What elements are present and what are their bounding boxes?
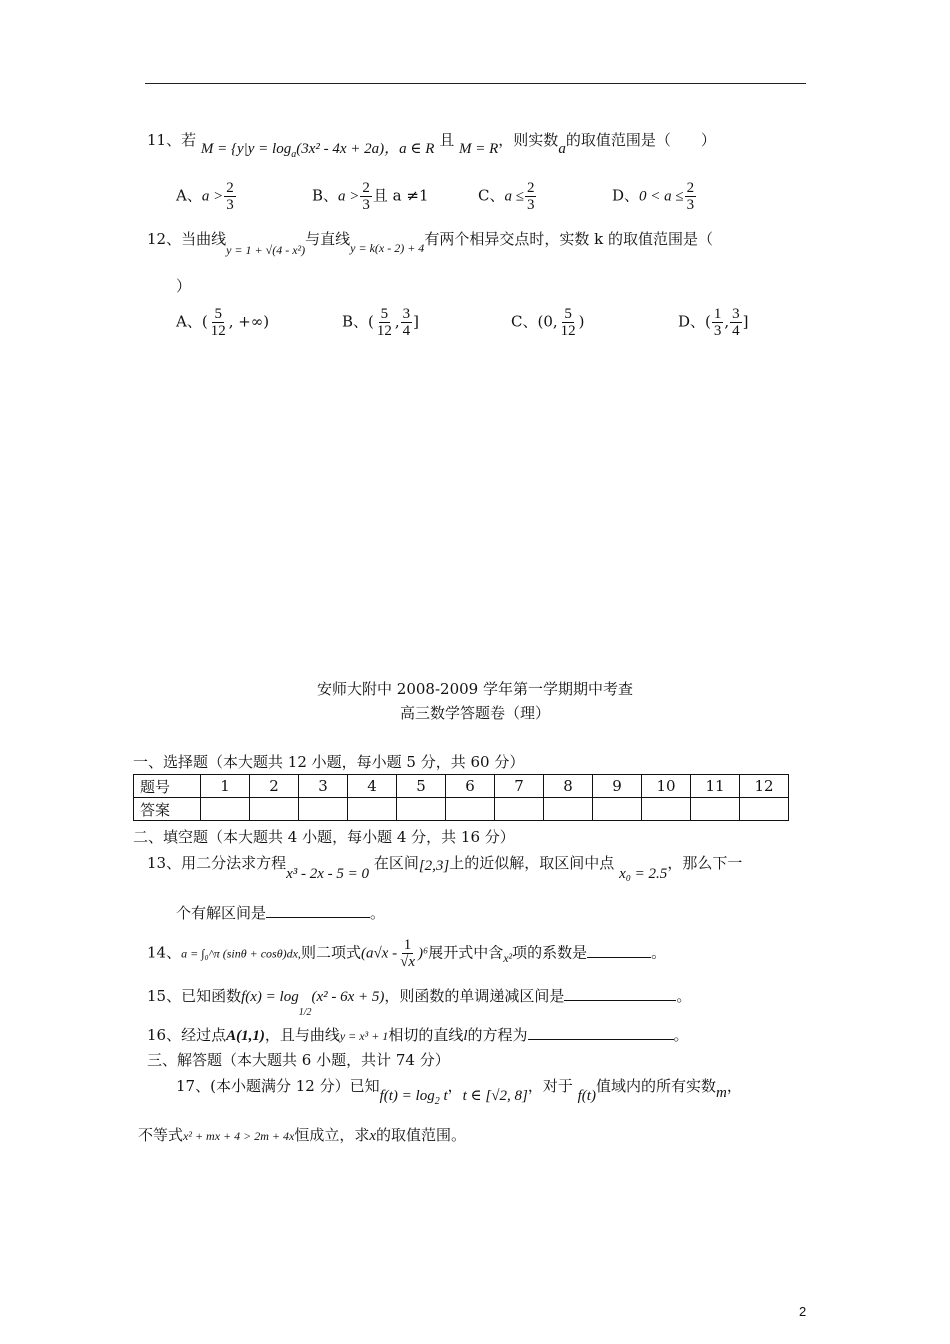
q12-stem: 12、当曲线$_{y = 1 + √(4 - x^2)}$与直线$_{y = k(x - 2) + 4}$有两个相异交点时，实数 k 的取值范围是（ — [147, 230, 713, 257]
q12-option-b: B、( $\frac{5}{12}$ , $\frac{3}{4}$ ] — [342, 306, 420, 339]
q15-blank[interactable] — [564, 1000, 676, 1001]
section-2-heading: 二、填空题（本大题共 4 小题，每小题 4 分，共 16 分） — [133, 828, 515, 846]
table-cell: 6 — [446, 775, 495, 798]
table-cell: 7 — [495, 775, 544, 798]
table-header-cell: 答案 — [134, 798, 201, 821]
q16-blank[interactable] — [528, 1039, 674, 1040]
answer-cell[interactable] — [348, 798, 397, 821]
table-cell: 9 — [593, 775, 642, 798]
table-cell: 11 — [691, 775, 740, 798]
q17-stem: 17、(本小题满分 12 分）已知$f(t) = \log_2 t$，t ∈ [√2, 8]，对于 f(t)值域内的所有实数m， — [176, 1077, 742, 1107]
table-header-cell: 题号 — [134, 775, 201, 798]
q12-option-c: C、(0, $\frac{5}{12}$ ) — [511, 306, 585, 339]
page-number: 2 — [799, 1304, 807, 1319]
answer-cell[interactable] — [691, 798, 740, 821]
section-1-heading: 一、选择题（本大题共 12 小题，每小题 5 分，共 60 分） — [133, 753, 525, 771]
q14-blank[interactable] — [587, 957, 651, 958]
q11-option-b: B、a > $\frac{2}{3}$ 且 a ≠1 — [312, 180, 429, 213]
q11-option-a: A、a > $\frac{2}{3}$ — [176, 180, 234, 213]
exam-title: 安师大附中 2008-2009 学年第一学期期中考查 — [317, 680, 633, 698]
answer-cell[interactable] — [201, 798, 250, 821]
q11-stem: 11、若 $M = \{y|y = \log_a(3x^2 - 4x + 2a)$，a ∈ R 且 M = R，则实数a的取值范围是（ ） — [147, 131, 716, 160]
answer-cell[interactable] — [250, 798, 299, 821]
table-cell: 12 — [740, 775, 789, 798]
q17-line2: 不等式x² + mx + 4 > 2m + 4x恒成立，求x的取值范围。 — [138, 1126, 467, 1144]
table-cell: 10 — [642, 775, 691, 798]
q11-option-c: C、a ≤ $\frac{2}{3}$ — [478, 180, 535, 213]
q14-stem: 14、a = ∫₀^π (sinθ + cosθ)dx,则二项式(a√x - $\frac{1}{√x}$ )⁶展开式中含$_{x^2}$项的系数是 。 — [147, 937, 667, 970]
answer-cell[interactable] — [593, 798, 642, 821]
table-row-answers — [134, 798, 789, 821]
q13-stem: 13、用二分法求方程x³ - 2x - 5 = 0 在区间[2,3]上的近似解，取区间中点 x₀ = 2.5，那么下一 — [147, 854, 743, 882]
answer-cell[interactable] — [740, 798, 789, 821]
q11-option-d: D、0 < a ≤ $\frac{2}{3}$ — [612, 180, 695, 213]
q12-close-paren: ） — [176, 277, 192, 295]
q12-option-d: D、( $\frac{1}{3}$ , $\frac{3}{4}$ ] — [678, 306, 749, 339]
table-cell: 4 — [348, 775, 397, 798]
table-cell: 8 — [544, 775, 593, 798]
q12-option-a: A、( $\frac{5}{12}$ , +∞) — [176, 306, 270, 339]
q13-line2: 个有解区间是 。 — [176, 904, 386, 922]
header-rule — [145, 83, 806, 84]
answer-cell[interactable] — [495, 798, 544, 821]
answer-cell[interactable] — [299, 798, 348, 821]
answer-cell[interactable] — [544, 798, 593, 821]
answer-table — [133, 774, 789, 821]
q16-stem: 16、经过点A(1,1)，且与曲线y = x³ + 1相切的直线l的方程为 。 — [147, 1026, 689, 1044]
q13-blank[interactable] — [266, 917, 370, 918]
section-3-heading: 三、解答题（本大题共 6 小题，共计 74 分） — [147, 1051, 450, 1069]
answer-cell[interactable] — [446, 798, 495, 821]
table-cell: 2 — [250, 775, 299, 798]
table-cell: 3 — [299, 775, 348, 798]
q17-func: $f(t) = \log_2 t$ — [379, 1088, 448, 1107]
exam-subtitle: 高三数学答题卷（理） — [399, 704, 550, 722]
q11-set-expr: $M = \{y|y = \log_a(3x^2 - 4x + 2a)$ — [200, 141, 385, 160]
answer-cell[interactable] — [642, 798, 691, 821]
q15-stem: 15、已知函数$f(x) = \log_{1/2}(x^2 - 6x + 5)$，则函数的单调递减区间是 。 — [147, 987, 692, 1018]
table-row-numbers — [134, 775, 789, 798]
answer-cell[interactable] — [397, 798, 446, 821]
table-cell: 5 — [397, 775, 446, 798]
table-cell: 1 — [201, 775, 250, 798]
